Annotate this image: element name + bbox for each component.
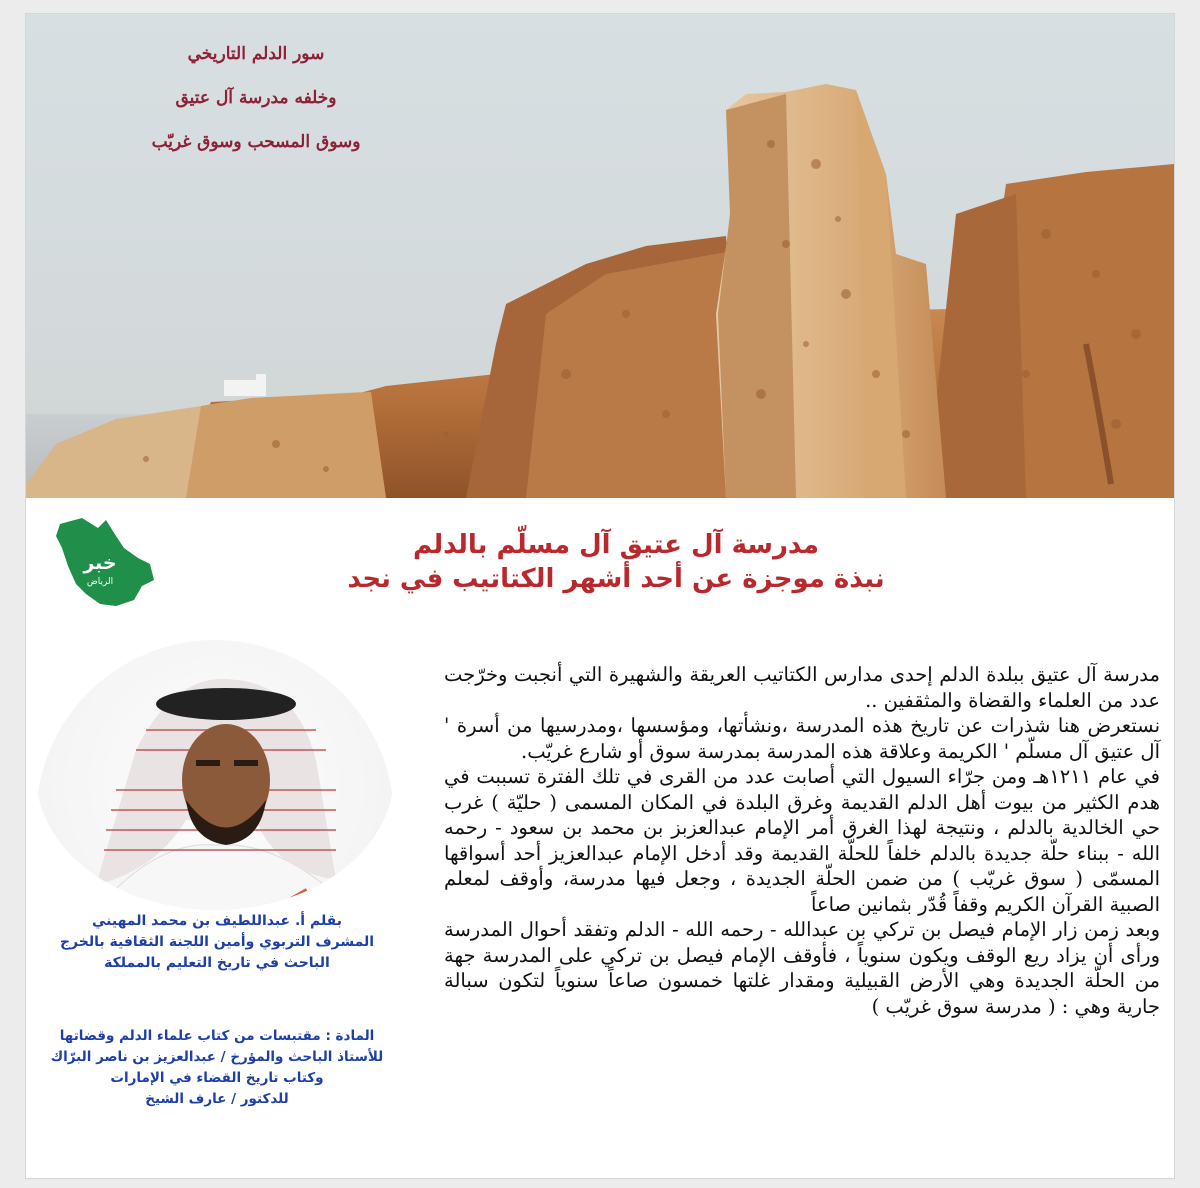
source-line: للأستاذ الباحث والمؤرخ / عبدالعزيز بن ناصر البرّاك xyxy=(50,1049,384,1065)
author-credits xyxy=(42,911,392,974)
source-credits xyxy=(42,1026,392,1110)
author-line: الباحث في تاريخ التعليم بالمملكة xyxy=(104,955,330,971)
source-line: للدكتور / عارف الشيخ xyxy=(145,1091,289,1107)
author-line: المشرف التربوي وأمين اللجنة الثقافية بالخرج xyxy=(59,934,375,950)
document-page xyxy=(26,14,1174,1178)
article-paragraph: نستعرض هنا شذرات عن تاريخ هذه المدرسة ،ونشأتها، ومؤسسها ،ومدرسيها من أسرة ' آل عتيق آل مسلّم ' الكريمة وعلاقة هذه المدرسة بمدرسة سوق أو شارع غريّب. xyxy=(444,714,1160,763)
article-paragraph: مدرسة آل عتيق ببلدة الدلم إحدى مدارس الكتاتيب العريقة والشهيرة التي أنجبت وخرّجت عدد من العلماء والقضاة والمثقفين .. xyxy=(444,663,1160,712)
photo-caption xyxy=(106,32,406,164)
source-line: المادة : مقتبسات من كتاب علماء الدلم وقضاتها xyxy=(59,1028,375,1044)
article-paragraph: في عام ١٢١١هـ ومن جرّاء السيول التي أصابت عدد من القرى في تلك الفترة تسببت في هدم الكثير من بيوت أهل الدلم القديمة وغرق البلدة في المكان المسمى ( حليّة ) غرب حي الخالدية بالدلم ، ونتيجة لهذا الغرق أمر الإمام عبدالعزبز بن محمد بن سعود - رحمه الله - ببناء حلّة جديدة بالدلم خلفاً للحلّة القديمة وقد أدخل الإمام عبدالعزيز أحد أسواقها المسمّى ( سوق غريّب ) من ضمن الحلّة الجديدة ، وجعل فيها مدرسة، وأوقف لمعلم الصبية القرآن الكريم وقفاً قُدّر بثمانين صاعاً xyxy=(444,765,1160,916)
caption-line: سور الدلم التاريخي xyxy=(187,44,325,64)
article-paragraph: وبعد زمن زار الإمام فيصل بن تركي بن عبدالله - رحمه الله - الدلم وتفقد أحوال المدرسة ورأى أن يزاد ريع الوقف ويكون سنوياً ، فأوقف الإمام فيصل بن تركي على المدرسة جهة من الحلّة الجديدة وهي الأرض القبيلية ومقدار غلتها خمسون صاعاً سنوياً لتكون سبالة جارية وهي : ( مدرسة سوق غريّب ) xyxy=(444,918,1160,1018)
caption-line: وسوق المسحب وسوق غريّب xyxy=(151,132,361,152)
author-portrait xyxy=(36,640,394,910)
logo-subtitle: الرياض xyxy=(86,577,114,587)
logo-name: خبر xyxy=(83,552,117,574)
heading-line-1: مدرسة آل عتيق آل مسلّم بالدلم xyxy=(412,530,820,560)
hero-photo xyxy=(26,14,1174,498)
source-line: وكتاب تاريخ القضاء في الإمارات xyxy=(110,1070,324,1086)
portrait-illustration xyxy=(36,640,394,910)
caption-line: وخلفه مدرسة آل عتيق xyxy=(175,88,337,108)
article-heading xyxy=(226,528,1006,596)
article-body xyxy=(444,662,1160,1019)
author-line: بقلم أ. عبداللطيف بن محمد المهيني xyxy=(91,913,343,929)
heading-line-2: نبذة موجزة عن أحد أشهر الكتاتيب في نجد xyxy=(347,564,885,594)
